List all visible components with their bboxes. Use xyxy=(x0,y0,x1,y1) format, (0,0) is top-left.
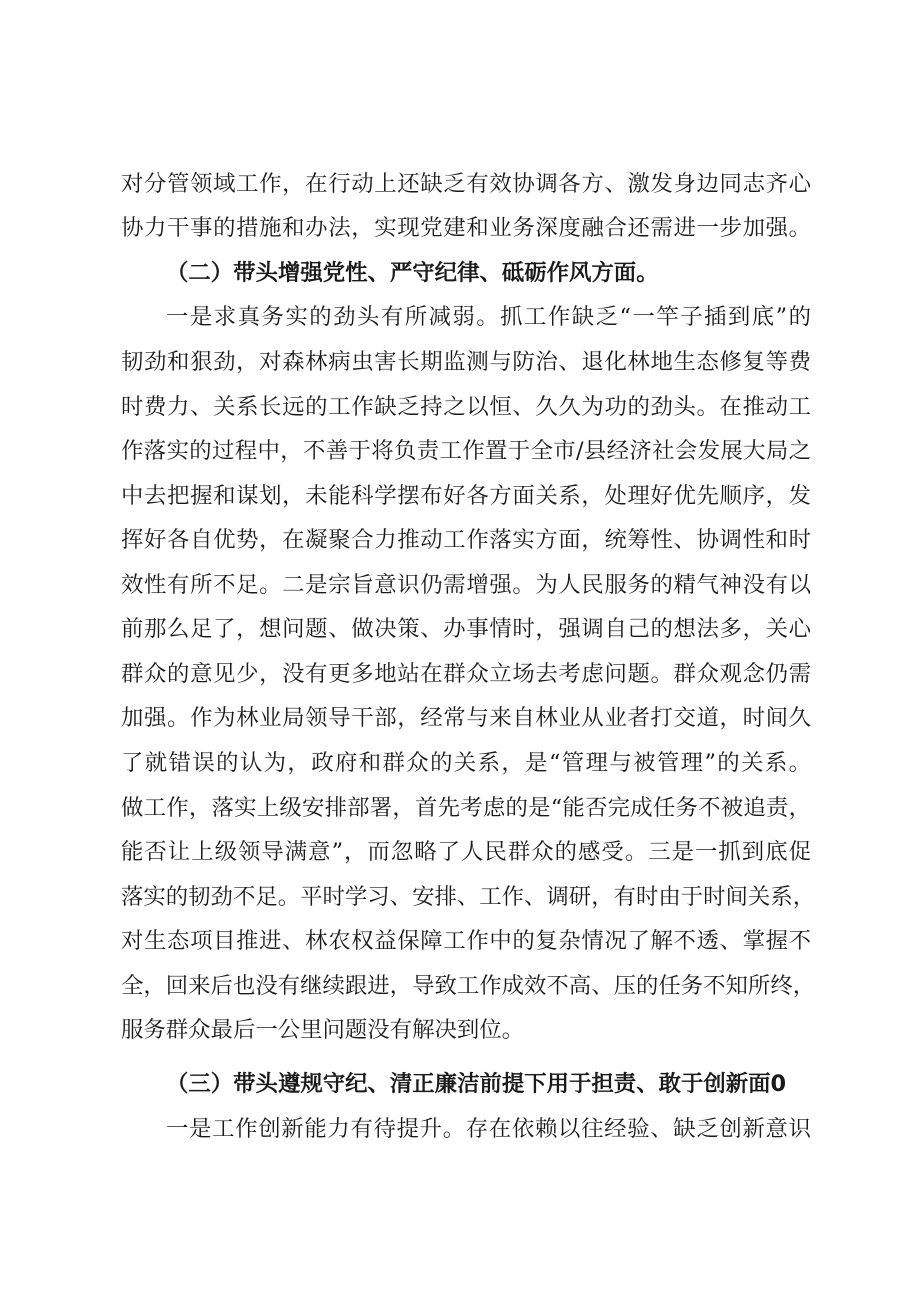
section2-line-13: 能否让上级领导满意”，而忽略了人民群众的感受。三是一抓到底促 xyxy=(121,839,811,865)
section-heading-3: （三）带头遵规守纪、清正廉洁前提下用于担责、敢于创新面0 xyxy=(166,1071,787,1097)
section2-line-16: 全，回来后也没有继续跟进，导致工作成效不高、压的任务不知所终， xyxy=(121,973,816,999)
section2-line-3: 时费力、关系长远的工作缺乏持之以恒、久久为功的劲头。在推动工 xyxy=(121,394,811,420)
section2-line-7: 效性有所不足。二是宗旨意识仍需增强。为人民服务的精气神没有以 xyxy=(121,572,811,598)
intro-line-2: 协力干事的措施和办法，实现党建和业务深度融合还需进一步加强。 xyxy=(121,215,811,241)
section2-line-1: 一是求真务实的劲头有所减弱。抓工作缺乏“一竿子插到底”的 xyxy=(166,304,811,330)
section2-line-2: 韧劲和狠劲，对森林病虫害长期监测与防治、退化林地生态修复等费 xyxy=(121,349,811,375)
section3-line-1: 一是工作创新能力有待提升。存在依赖以往经验、缺乏创新意识 xyxy=(166,1116,811,1142)
section2-line-17: 服务群众最后一公里问题没有解决到位。 xyxy=(121,1017,525,1043)
section2-line-10: 加强。作为林业局领导干部，经常与来自林业从业者打交道，时间久 xyxy=(121,705,811,731)
section2-line-15: 对生态项目推进、林农权益保障工作中的复杂情况了解不透、掌握不 xyxy=(121,928,811,954)
section2-line-4: 作落实的过程中，不善于将负责工作置于全市/县经济社会发展大局之 xyxy=(121,438,811,464)
section2-line-5: 中去把握和谋划，未能科学摆布好各方面关系，处理好优先顺序，发 xyxy=(121,483,811,509)
section2-line-9: 群众的意见少，没有更多地站在群众立场去考虑问题。群众观念仍需 xyxy=(121,661,811,687)
section2-line-11: 了就错误的认为，政府和群众的关系，是“管理与被管理”的关系。 xyxy=(121,750,811,776)
section2-line-14: 落实的韧劲不足。平时学习、安排、工作、调研，有时由于时间关系， xyxy=(121,884,816,910)
section2-line-8: 前那么足了，想问题、做决策、办事情时，强调自己的想法多，关心 xyxy=(121,616,811,642)
section2-line-12: 做工作，落实上级安排部署，首先考虑的是“能否完成任务不被追责， xyxy=(121,795,811,821)
intro-line-1: 对分管领域工作，在行动上还缺乏有效协调各方、激发身边同志齐心 xyxy=(121,171,811,197)
section-heading-2: （二）带头增强党性、严守纪律、砥砺作风方面。 xyxy=(166,260,659,286)
section2-line-6: 挥好各自优势，在凝聚合力推动工作落实方面，统筹性、协调性和时 xyxy=(121,527,811,553)
